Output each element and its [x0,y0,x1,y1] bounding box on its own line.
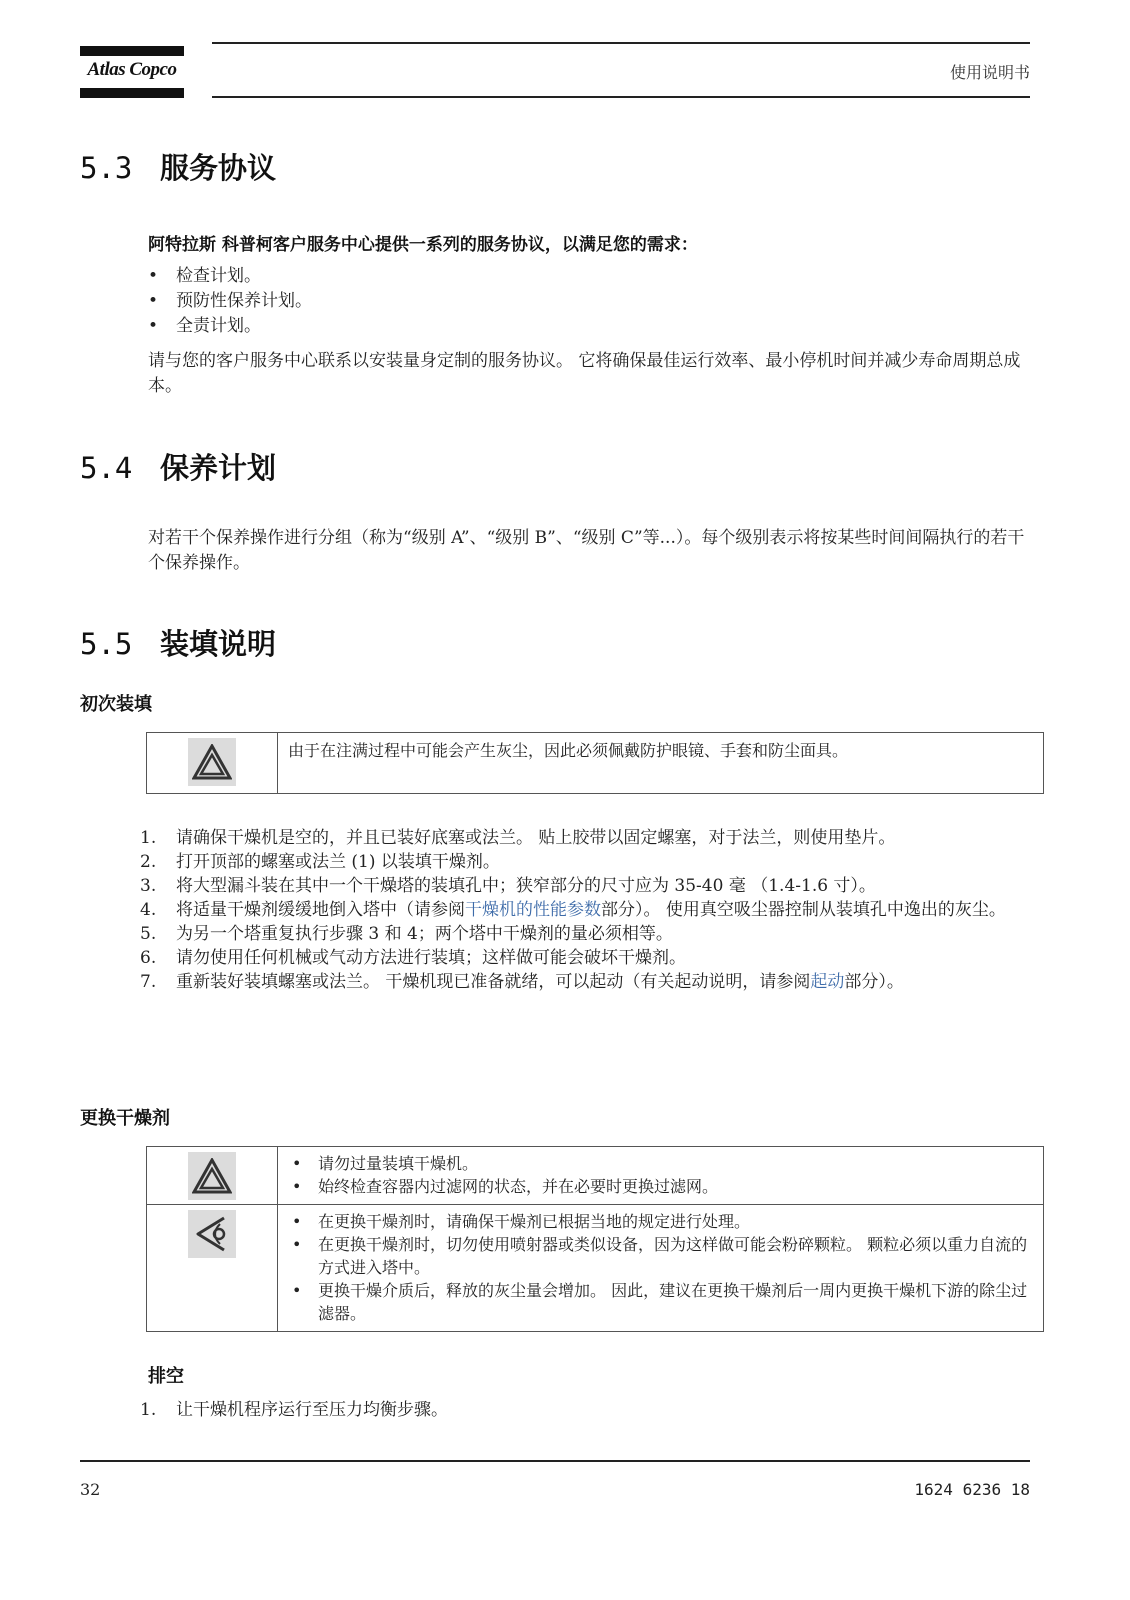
section-title: 保养计划 [160,451,277,485]
list-item: • 请勿过量装填干燥机。 [288,1152,1035,1175]
section-number: 5.4 [80,451,133,485]
list-item: 7. 重新装好装填螺塞或法兰。 干燥机现已准备就绪，可以起动（有关起动说明，请参阅起动部分）。 [140,972,904,992]
service-paragraph: 请与您的客户服务中心联系以安装量身定制的服务协议。 它将确保最佳运行效率、最小停机时间并减少寿命周期总成本。 [148,351,1021,396]
list-item: 1. 让干燥机程序运行至压力均衡步骤。 [140,1400,448,1420]
footer-rule [80,1460,1030,1462]
list-item: • 全责计划。 [148,314,312,339]
replace-notes-table [146,1146,1044,1332]
drain-steps [140,1398,1035,1422]
warning-triangle-icon [188,738,236,786]
section-title: 服务协议 [160,151,277,185]
note-eye-icon [188,1210,236,1258]
list-item: 4. 将适量干燥剂缓缓地倒入塔中（请参阅干燥机的性能参数部分）。 使用真空吸尘器控制从装填孔中逸出的灰尘。 [140,900,1006,920]
performance-data-link[interactable]: 干燥机的性能参数 [465,900,601,920]
logo-text: Atlas Copco [87,59,177,80]
drain-heading: 排空 [148,1366,184,1387]
first-fill-steps [140,826,1035,994]
header-rule-bottom [212,96,1030,98]
section-5-5-heading [80,622,276,663]
page-number: 32 [80,1480,101,1499]
list-item: • 在更换干燥剂时，请确保干燥剂已根据当地的规定进行处理。 [288,1210,1035,1233]
atlas-copco-logo [80,46,184,98]
list-item: 2. 打开顶部的螺塞或法兰 (1) 以装填干燥剂。 [140,852,500,872]
list-item: 3. 将大型漏斗装在其中一个干燥塔的装填孔中；狭窄部分的尺寸应为 35-40 毫 （1.4-1.6 寸）。 [140,876,876,896]
replace-heading: 更换干燥剂 [80,1108,170,1129]
warning-triangle-icon [188,1152,236,1200]
section-number: 5.5 [80,627,133,661]
warning-text: 由于在注满过程中可能会产生灰尘，因此必须佩戴防护眼镜、手套和防尘面具。 [288,741,849,760]
service-intro: 阿特拉斯 科普柯客户服务中心提供一系列的服务协议，以满足您的需求： [148,235,698,255]
first-fill-warning-table [146,732,1044,794]
section-title: 装填说明 [160,627,277,661]
list-item: • 在更换干燥剂时，切勿使用喷射器或类似设备，因为这样做可能会粉碎颗粒。 颗粒必须以重力自流的方式进入塔中。 [288,1233,1035,1279]
section-number: 5.3 [80,151,133,185]
startup-link[interactable]: 起动 [810,972,845,992]
header-rule-top [212,42,1030,44]
list-item: • 检查计划。 [148,264,312,289]
section-5-4-heading [80,446,276,487]
document-number: 1624 6236 18 [914,1480,1030,1499]
list-item: 1. 请确保干燥机是空的，并且已装好底塞或法兰。 贴上胶带以固定螺塞，对于法兰，则使用垫片。 [140,828,896,848]
list-item: • 始终检查容器内过滤网的状态，并在必要时更换过滤网。 [288,1175,1035,1198]
maintenance-paragraph: 对若干个保养操作进行分组（称为“级别 A”、“级别 B”、“级别 C”等...）。每个级别表示将按某些时间间隔执行的若干个保养操作。 [148,528,1025,573]
list-item: • 更换干燥介质后，释放的灰尘量会增加。 因此，建议在更换干燥剂后一周内更换干燥机下游的除尘过滤器。 [288,1279,1035,1325]
doc-type: 使用说明书 [949,63,1030,82]
list-item: 5. 为另一个塔重复执行步骤 3 和 4；两个塔中干燥剂的量必须相等。 [140,924,673,944]
list-item: • 预防性保养计划。 [148,289,312,314]
service-list [148,264,312,339]
first-fill-heading: 初次装填 [80,694,152,715]
list-item: 6. 请勿使用任何机械或气动方法进行装填；这样做可能会破坏干燥剂。 [140,948,686,968]
section-5-3-heading [80,146,276,187]
